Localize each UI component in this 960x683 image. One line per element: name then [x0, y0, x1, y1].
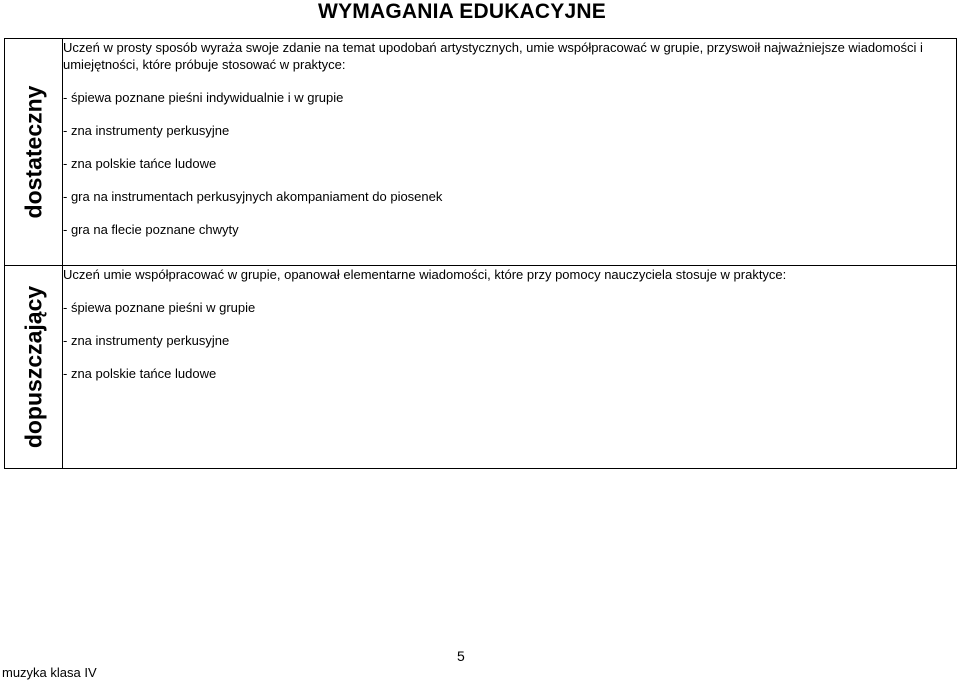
- requirements-intro: Uczeń umie współpracować w grupie, opanował elementarne wiadomości, które przy pomocy nauczyciela stosuje w praktyce:: [63, 267, 787, 282]
- footer-text: muzyka klasa IV: [2, 665, 97, 680]
- grade-label: dostateczny: [20, 85, 46, 219]
- grade-cell: [5, 39, 63, 266]
- requirements-cell: [63, 39, 957, 266]
- list-item: - gra na flecie poznane chwyty: [63, 222, 239, 237]
- list-item: - zna instrumenty perkusyjne: [63, 123, 230, 138]
- requirements-intro: Uczeń w prosty sposób wyraża swoje zdanie na temat upodobań artystycznych, umie współpracować w grupie, przyswoił najważniejsze wiadomości i umiejętności, które próbuje stosować w praktyce:: [63, 40, 923, 72]
- grade-label: dopuszczający: [20, 285, 46, 449]
- grade-row-dopuszczajacy: [5, 266, 957, 469]
- list-item: - zna polskie tańce ludowe: [63, 366, 217, 381]
- grade-row-dostateczny: [5, 39, 957, 266]
- requirements-table: [4, 38, 957, 469]
- requirements-cell: [63, 266, 957, 469]
- list-item: - zna instrumenty perkusyjne: [63, 333, 230, 348]
- grade-cell: [5, 266, 63, 469]
- list-item: - śpiewa poznane pieśni indywidualnie i w grupie: [63, 90, 344, 105]
- list-item: - zna polskie tańce ludowe: [63, 156, 217, 171]
- page-title: WYMAGANIA EDUKACYJNE: [318, 0, 606, 23]
- page-number: 5: [457, 648, 465, 664]
- list-item: - gra na instrumentach perkusyjnych akompaniament do piosenek: [63, 189, 443, 204]
- list-item: - śpiewa poznane pieśni w grupie: [63, 300, 256, 315]
